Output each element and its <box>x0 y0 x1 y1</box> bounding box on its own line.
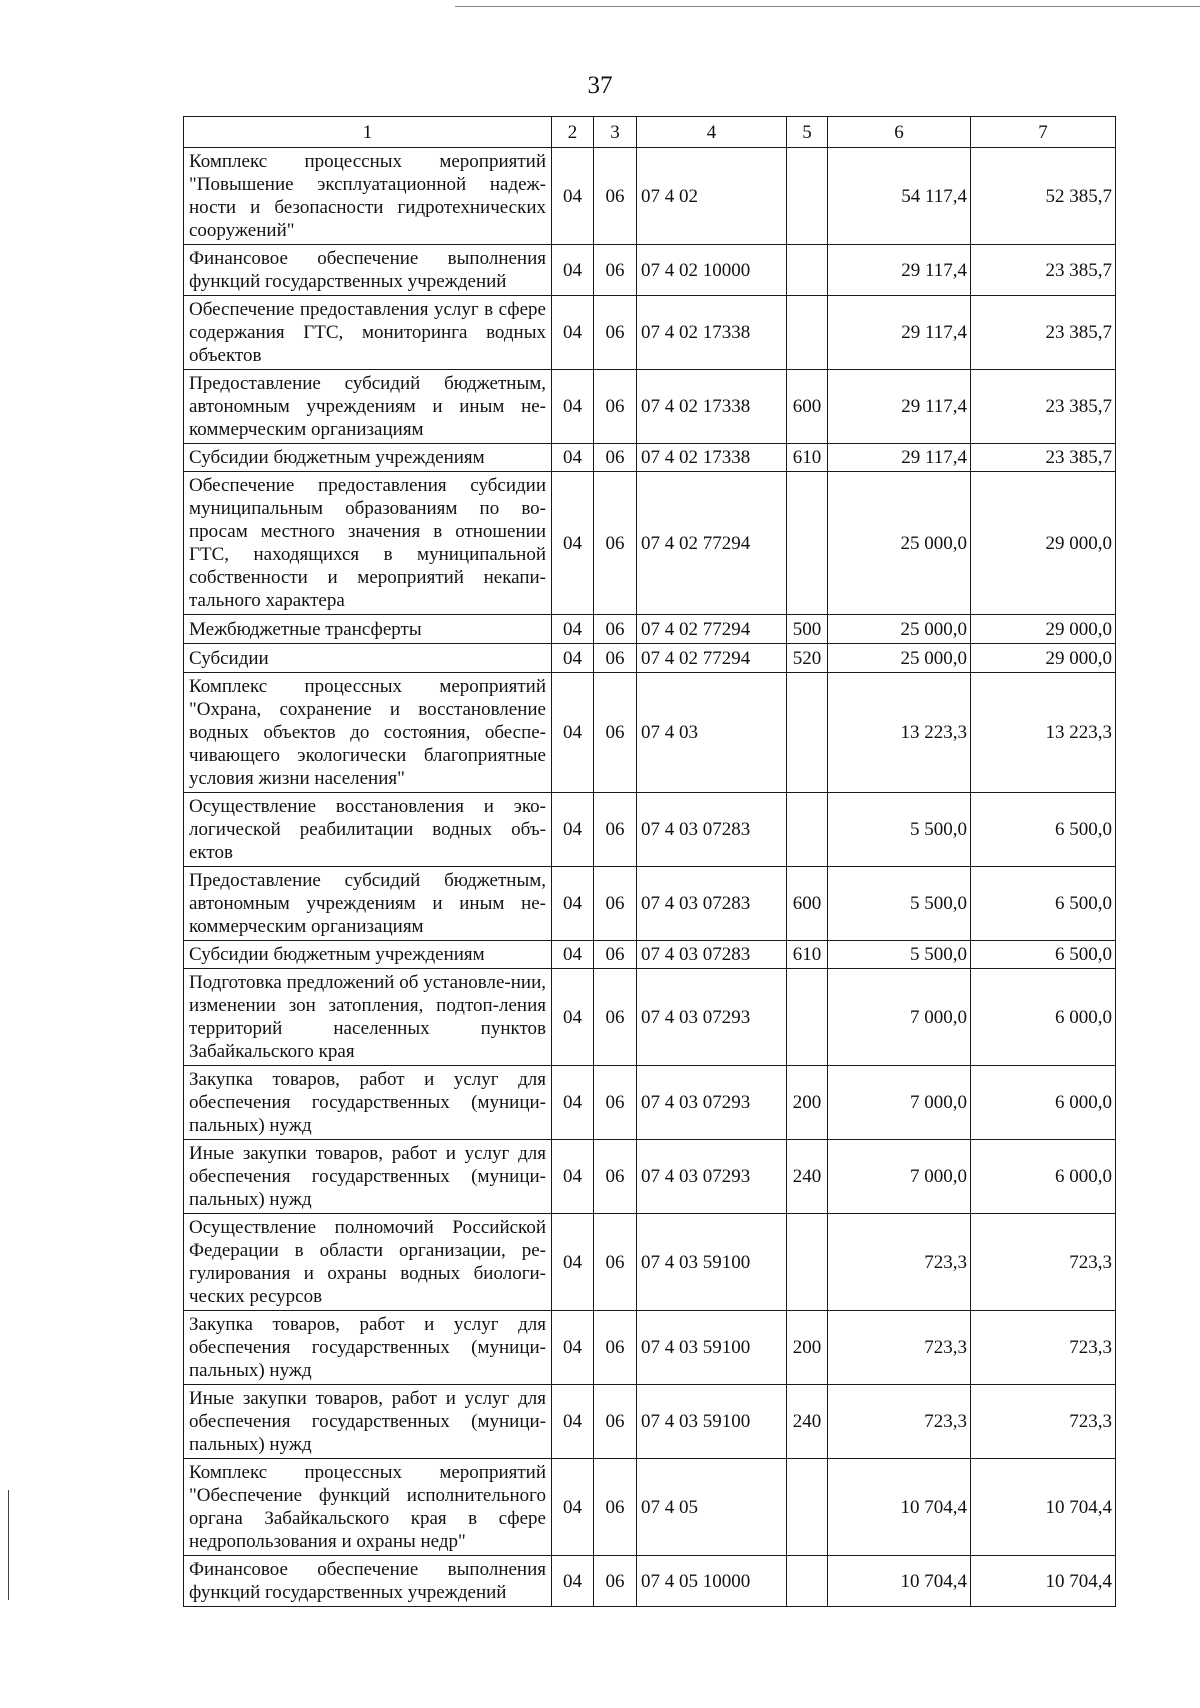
row-amount-7: 723,3 <box>971 1311 1116 1385</box>
row-name: Межбюджетные трансферты <box>184 615 552 644</box>
row-amount-6: 29 117,4 <box>828 444 971 472</box>
row-expense-type <box>787 1214 828 1311</box>
row-target-code: 07 4 02 77294 <box>637 615 787 644</box>
row-section: 04 <box>552 1140 594 1214</box>
row-expense-type <box>787 673 828 793</box>
row-name: Обеспечение предоставления субсидии муниципальным образованиям по во-просам местного значения в отношении ГТС, находящихся в муниципальной собственности и мероприятий некапи-тального характера <box>184 472 552 615</box>
row-name: Комплекс процессных мероприятий "Охрана, сохранение и восстановление водных объектов до состояния, обеспе-чивающего экологически благоприятные условия жизни населения" <box>184 673 552 793</box>
row-name: Субсидии бюджетным учреждениям <box>184 444 552 472</box>
row-name: Закупка товаров, работ и услуг для обеспечения государственных (муници-пальных) нужд <box>184 1066 552 1140</box>
row-target-code: 07 4 02 10000 <box>637 245 787 296</box>
table-row <box>184 941 1116 969</box>
row-amount-7: 13 223,3 <box>971 673 1116 793</box>
row-subsection: 06 <box>594 1214 637 1311</box>
row-amount-6: 723,3 <box>828 1385 971 1459</box>
row-amount-6: 723,3 <box>828 1214 971 1311</box>
row-section: 04 <box>552 1385 594 1459</box>
header-col-7: 7 <box>971 117 1116 148</box>
row-name: Подготовка предложений об установле-нии, изменении зон затопления, подтоп-ления территорий населенных пунктов Забайкальского края <box>184 969 552 1066</box>
row-amount-6: 723,3 <box>828 1311 971 1385</box>
header-col-2: 2 <box>552 117 594 148</box>
row-subsection: 06 <box>594 1140 637 1214</box>
table-row <box>184 1385 1116 1459</box>
row-amount-7: 23 385,7 <box>971 370 1116 444</box>
row-expense-type: 200 <box>787 1066 828 1140</box>
row-amount-6: 10 704,4 <box>828 1556 971 1607</box>
table-row <box>184 793 1116 867</box>
row-section: 04 <box>552 370 594 444</box>
row-amount-7: 10 704,4 <box>971 1459 1116 1556</box>
row-expense-type <box>787 793 828 867</box>
row-section: 04 <box>552 1066 594 1140</box>
row-amount-7: 6 000,0 <box>971 969 1116 1066</box>
row-subsection: 06 <box>594 1385 637 1459</box>
row-name: Осуществление восстановления и эко-логической реабилитации водных объ-ектов <box>184 793 552 867</box>
row-name: Осуществление полномочий Российской Федерации в области организации, ре-гулирования и охраны водных биологи-ческих ресурсов <box>184 1214 552 1311</box>
row-name: Субсидии бюджетным учреждениям <box>184 941 552 969</box>
table-row <box>184 148 1116 245</box>
row-section: 04 <box>552 615 594 644</box>
row-amount-7: 52 385,7 <box>971 148 1116 245</box>
row-amount-6: 29 117,4 <box>828 245 971 296</box>
row-amount-6: 25 000,0 <box>828 472 971 615</box>
row-subsection: 06 <box>594 296 637 370</box>
row-amount-6: 7 000,0 <box>828 1140 971 1214</box>
row-expense-type: 610 <box>787 941 828 969</box>
row-name: Иные закупки товаров, работ и услуг для обеспечения государственных (муници-пальных) нужд <box>184 1385 552 1459</box>
budget-table <box>183 116 1116 1607</box>
row-target-code: 07 4 03 59100 <box>637 1311 787 1385</box>
row-amount-7: 6 500,0 <box>971 941 1116 969</box>
row-subsection: 06 <box>594 1556 637 1607</box>
page-number: 37 <box>587 72 613 99</box>
row-amount-7: 6 000,0 <box>971 1066 1116 1140</box>
table-row <box>184 296 1116 370</box>
row-expense-type <box>787 472 828 615</box>
row-section: 04 <box>552 472 594 615</box>
row-amount-6: 25 000,0 <box>828 644 971 673</box>
row-subsection: 06 <box>594 793 637 867</box>
row-subsection: 06 <box>594 148 637 245</box>
row-amount-7: 23 385,7 <box>971 444 1116 472</box>
row-amount-6: 29 117,4 <box>828 370 971 444</box>
row-target-code: 07 4 03 07283 <box>637 793 787 867</box>
row-section: 04 <box>552 296 594 370</box>
row-section: 04 <box>552 793 594 867</box>
row-subsection: 06 <box>594 615 637 644</box>
row-expense-type <box>787 1556 828 1607</box>
row-name: Предоставление субсидий бюджетным, автономным учреждениям и иным не-коммерческим организациям <box>184 867 552 941</box>
table-row <box>184 370 1116 444</box>
row-expense-type: 520 <box>787 644 828 673</box>
header-col-3: 3 <box>594 117 637 148</box>
row-expense-type: 610 <box>787 444 828 472</box>
row-target-code: 07 4 03 59100 <box>637 1385 787 1459</box>
header-row <box>184 117 1116 148</box>
row-target-code: 07 4 05 <box>637 1459 787 1556</box>
row-subsection: 06 <box>594 245 637 296</box>
row-amount-6: 10 704,4 <box>828 1459 971 1556</box>
header-col-4: 4 <box>637 117 787 148</box>
table-row <box>184 615 1116 644</box>
table-row <box>184 472 1116 615</box>
row-target-code: 07 4 02 17338 <box>637 444 787 472</box>
row-target-code: 07 4 03 07293 <box>637 1066 787 1140</box>
row-subsection: 06 <box>594 472 637 615</box>
row-name: Комплекс процессных мероприятий "Обеспечение функций исполнительного органа Забайкальского края в сфере недропользования и охраны недр" <box>184 1459 552 1556</box>
table-body <box>184 148 1116 1607</box>
row-expense-type: 240 <box>787 1140 828 1214</box>
row-section: 04 <box>552 1214 594 1311</box>
row-section: 04 <box>552 245 594 296</box>
row-target-code: 07 4 03 07293 <box>637 969 787 1066</box>
table-row <box>184 673 1116 793</box>
table-row <box>184 1140 1116 1214</box>
row-expense-type: 200 <box>787 1311 828 1385</box>
row-section: 04 <box>552 148 594 245</box>
row-target-code: 07 4 05 10000 <box>637 1556 787 1607</box>
row-name: Субсидии <box>184 644 552 673</box>
row-amount-7: 29 000,0 <box>971 615 1116 644</box>
row-target-code: 07 4 03 59100 <box>637 1214 787 1311</box>
row-target-code: 07 4 03 07283 <box>637 941 787 969</box>
row-target-code: 07 4 03 <box>637 673 787 793</box>
table-row <box>184 1459 1116 1556</box>
row-amount-6: 29 117,4 <box>828 296 971 370</box>
row-name: Финансовое обеспечение выполнения функций государственных учреждений <box>184 1556 552 1607</box>
row-expense-type: 240 <box>787 1385 828 1459</box>
row-expense-type: 500 <box>787 615 828 644</box>
row-target-code: 07 4 03 07283 <box>637 867 787 941</box>
row-section: 04 <box>552 673 594 793</box>
row-amount-7: 10 704,4 <box>971 1556 1116 1607</box>
row-amount-6: 54 117,4 <box>828 148 971 245</box>
row-target-code: 07 4 02 77294 <box>637 472 787 615</box>
row-subsection: 06 <box>594 673 637 793</box>
row-section: 04 <box>552 1556 594 1607</box>
row-section: 04 <box>552 444 594 472</box>
row-subsection: 06 <box>594 1311 637 1385</box>
table-row <box>184 245 1116 296</box>
table-row <box>184 1311 1116 1385</box>
row-amount-7: 723,3 <box>971 1385 1116 1459</box>
row-section: 04 <box>552 644 594 673</box>
row-amount-6: 5 500,0 <box>828 941 971 969</box>
header-col-6: 6 <box>828 117 971 148</box>
row-expense-type <box>787 245 828 296</box>
row-name: Закупка товаров, работ и услуг для обеспечения государственных (муници-пальных) нужд <box>184 1311 552 1385</box>
left-margin-line <box>8 1490 9 1600</box>
row-subsection: 06 <box>594 370 637 444</box>
row-amount-6: 7 000,0 <box>828 1066 971 1140</box>
row-subsection: 06 <box>594 969 637 1066</box>
row-expense-type <box>787 296 828 370</box>
row-expense-type <box>787 1459 828 1556</box>
row-amount-6: 25 000,0 <box>828 615 971 644</box>
row-section: 04 <box>552 1311 594 1385</box>
table-row <box>184 644 1116 673</box>
table-row <box>184 867 1116 941</box>
row-section: 04 <box>552 941 594 969</box>
row-name: Обеспечение предоставления услуг в сфере содержания ГТС, мониторинга водных объектов <box>184 296 552 370</box>
table-row <box>184 444 1116 472</box>
row-subsection: 06 <box>594 867 637 941</box>
table-row <box>184 969 1116 1066</box>
row-amount-7: 6 500,0 <box>971 867 1116 941</box>
table-row <box>184 1214 1116 1311</box>
row-target-code: 07 4 03 07293 <box>637 1140 787 1214</box>
row-target-code: 07 4 02 77294 <box>637 644 787 673</box>
row-name: Комплекс процессных мероприятий "Повышение эксплуатационной надеж-ности и безопасности гидротехнических сооружений" <box>184 148 552 245</box>
row-amount-7: 29 000,0 <box>971 644 1116 673</box>
row-amount-7: 29 000,0 <box>971 472 1116 615</box>
row-name: Предоставление субсидий бюджетным, автономным учреждениям и иным не-коммерческим организациям <box>184 370 552 444</box>
row-amount-6: 5 500,0 <box>828 867 971 941</box>
row-subsection: 06 <box>594 1066 637 1140</box>
row-target-code: 07 4 02 17338 <box>637 296 787 370</box>
row-name: Иные закупки товаров, работ и услуг для обеспечения государственных (муници-пальных) нужд <box>184 1140 552 1214</box>
row-section: 04 <box>552 867 594 941</box>
table-row <box>184 1556 1116 1607</box>
row-expense-type: 600 <box>787 370 828 444</box>
row-expense-type <box>787 148 828 245</box>
row-subsection: 06 <box>594 644 637 673</box>
row-amount-7: 23 385,7 <box>971 296 1116 370</box>
top-scan-rule <box>455 6 1200 7</box>
row-amount-6: 7 000,0 <box>828 969 971 1066</box>
row-amount-7: 723,3 <box>971 1214 1116 1311</box>
row-subsection: 06 <box>594 1459 637 1556</box>
row-amount-7: 6 500,0 <box>971 793 1116 867</box>
header-col-5: 5 <box>787 117 828 148</box>
row-amount-6: 5 500,0 <box>828 793 971 867</box>
row-amount-6: 13 223,3 <box>828 673 971 793</box>
header-col-1: 1 <box>184 117 552 148</box>
row-amount-7: 23 385,7 <box>971 245 1116 296</box>
row-amount-7: 6 000,0 <box>971 1140 1116 1214</box>
row-section: 04 <box>552 1459 594 1556</box>
table-row <box>184 1066 1116 1140</box>
row-subsection: 06 <box>594 444 637 472</box>
row-expense-type: 600 <box>787 867 828 941</box>
row-section: 04 <box>552 969 594 1066</box>
row-expense-type <box>787 969 828 1066</box>
row-target-code: 07 4 02 <box>637 148 787 245</box>
row-target-code: 07 4 02 17338 <box>637 370 787 444</box>
row-subsection: 06 <box>594 941 637 969</box>
row-name: Финансовое обеспечение выполнения функций государственных учреждений <box>184 245 552 296</box>
